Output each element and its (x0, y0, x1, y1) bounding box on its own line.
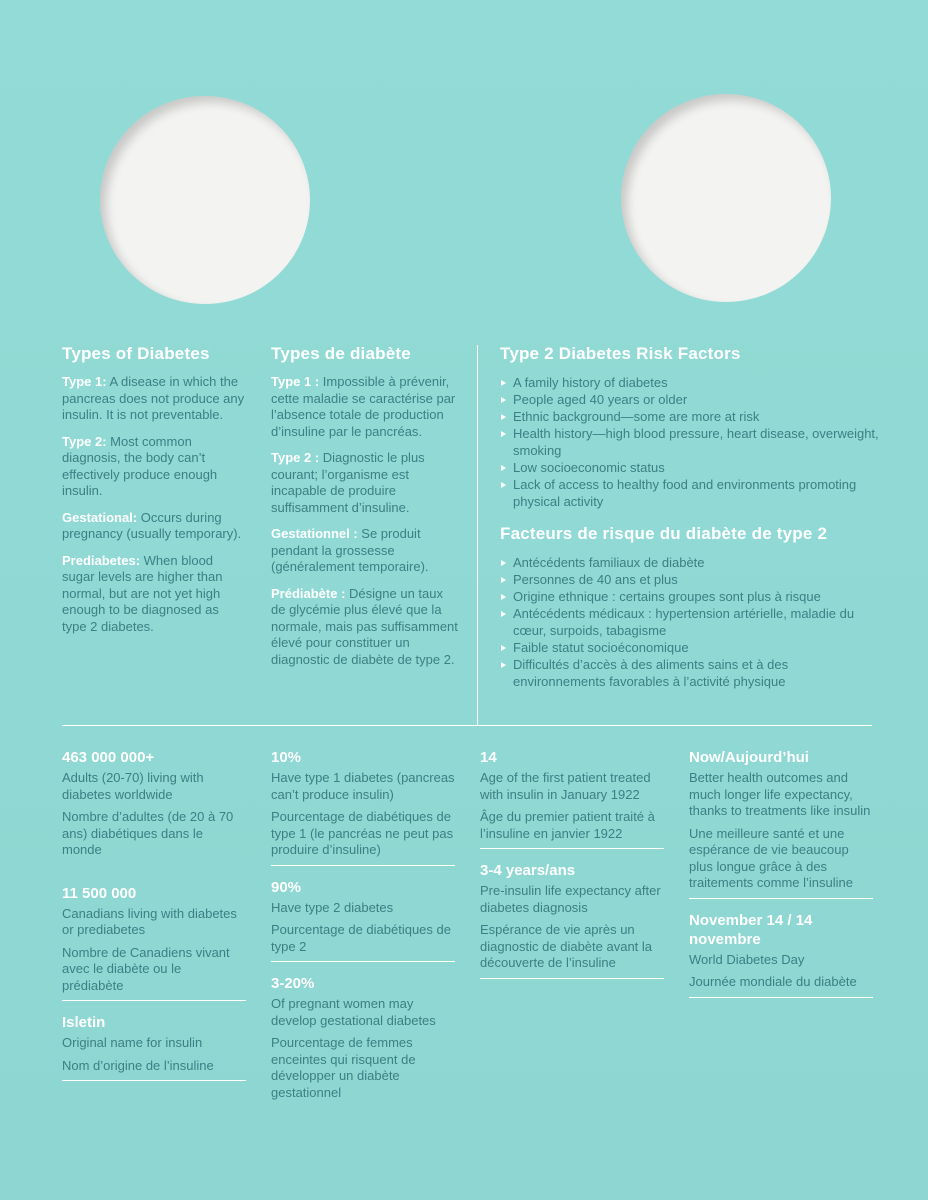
stat-value: 14 (480, 749, 497, 766)
stat-block (271, 878, 455, 956)
stat-divider (271, 961, 455, 962)
section-divider (62, 725, 872, 726)
risk-fr-item: Antécédents familiaux de diabète (500, 554, 880, 571)
types-fr-item: Type 2 : Diagnostic le plus courant; l’organisme est incapable de produire suffisamment d’insuline. (271, 450, 425, 515)
types-en-item: Gestational: Occurs during pregnancy (usually temporary). (62, 509, 242, 541)
stat-text-en: Better health outcomes and much longer life expectancy, thanks to treatments like insulin (689, 770, 871, 818)
types-fr-title: Types de diabète (271, 344, 411, 363)
stat-block (62, 884, 246, 995)
stat-block (62, 748, 246, 859)
stat-text-fr: Journée mondiale du diabète (689, 974, 857, 989)
stat-divider (62, 1000, 246, 1001)
stat-text-fr: Une meilleure santé et une espérance de vie beaucoup plus longue grâce à des traitements comme l’insuline (689, 825, 854, 890)
stats-column-2 (271, 748, 455, 1107)
risk-fr-item: Personnes de 40 ans et plus (500, 571, 880, 588)
types-en-section (62, 344, 247, 645)
stat-value: Isletin (62, 1014, 106, 1031)
types-en-title: Types of Diabetes (62, 344, 210, 363)
stat-block (480, 861, 664, 972)
stat-value: 3-4 years/ans (480, 862, 576, 879)
risk-en-item: Health history—high blood pressure, heart disease, overweight, smoking (500, 425, 880, 459)
stat-text-en: Pre-insulin life expectancy after diabetes diagnosis (480, 883, 661, 915)
stat-text-en: Original name for insulin (62, 1035, 203, 1050)
stat-text-fr: Âge du premier patient traité à l’insuline en janvier 1922 (480, 809, 655, 841)
stat-value: 90% (271, 878, 302, 896)
stat-text-fr: Pourcentage de femmes enceintes qui risquent de développer un diabète gestationnel (271, 1035, 416, 1100)
stat-value: 463 000 000+ (62, 749, 155, 766)
coin-holder-right (621, 94, 831, 302)
stat-block (271, 748, 455, 859)
risk-en-item: Ethnic background—some are more at risk (500, 408, 880, 425)
risk-section (500, 344, 880, 704)
stat-value: November 14 / 14 novembre (689, 911, 813, 948)
column-divider (477, 345, 478, 725)
stat-text-fr: Nombre d’adultes (de 20 à 70 ans) diabétiques dans le monde (62, 809, 234, 857)
risk-en-item: A family history of diabetes (500, 374, 880, 391)
types-en-list (62, 374, 247, 635)
stat-divider (480, 848, 664, 849)
stat-block (689, 911, 873, 991)
stat-text-en: Of pregnant women may develop gestational diabetes (271, 996, 436, 1028)
stat-text-en: Have type 2 diabetes (271, 899, 394, 915)
stat-divider (271, 865, 455, 866)
types-fr-item: Gestationnel : Se produit pendant la grossesse (généralement temporaire). (271, 526, 429, 574)
stats-column-1 (62, 748, 246, 1093)
risk-en-title: Type 2 Diabetes Risk Factors (500, 344, 741, 363)
coin-holder-left (100, 96, 310, 304)
stat-text-en: World Diabetes Day (689, 951, 805, 967)
risk-fr-list (500, 554, 880, 690)
risk-fr-item: Origine ethnique : certains groupes sont plus à risque (500, 588, 880, 605)
risk-en-item: Low socioeconomic status (500, 459, 880, 476)
stat-text-fr: Pourcentage de diabétiques de type 1 (le pancréas ne peut pas produire d’insuline) (271, 809, 454, 857)
stat-text-en: Adults (20-70) living with diabetes worldwide (62, 770, 204, 802)
stat-text-en: Canadians living with diabetes or prediabetes (62, 905, 237, 937)
risk-en-item: Lack of access to healthy food and environments promoting physical activity (500, 476, 880, 510)
types-fr-item: Prédiabète : Désigne un taux de glycémie plus élevé que la normale, mais pas suffisamment élevé pour constituer un diagnostic de diabète de type 2. (271, 585, 458, 667)
stat-block (689, 748, 873, 892)
stat-text-fr: Nom d’origine de l’insuline (62, 1057, 214, 1073)
risk-en-item: People aged 40 years or older (500, 391, 880, 408)
stat-value: Now/Aujourd’hui (689, 749, 809, 766)
stat-text-en: Have type 1 diabetes (pancreas can’t produce insulin) (271, 770, 455, 802)
risk-fr-item: Antécédents médicaux : hypertension artérielle, maladie du cœur, surpoids, tabagisme (500, 605, 880, 639)
types-fr-item: Type 1 : Impossible à prévenir, cette maladie se caractérise par l’absence totale de production d’insuline par le pancréas. (271, 374, 456, 439)
risk-fr-item: Difficultés d’accès à des aliments sains et à des environnements favorables à l’activité physique (500, 656, 880, 690)
stat-divider (480, 978, 664, 979)
stats-column-3 (480, 748, 664, 991)
stat-text-fr: Espérance de vie après un diagnostic de diabète avant la découverte de l’insuline (480, 922, 653, 970)
stat-divider (62, 1080, 246, 1081)
stat-block (480, 748, 664, 842)
stat-divider (689, 997, 873, 998)
stat-text-en: Age of the first patient treated with insulin in January 1922 (480, 770, 651, 802)
stat-value: 11 500 000 (62, 884, 137, 902)
stat-text-fr: Pourcentage de diabétiques de type 2 (271, 922, 451, 954)
risk-en-list (500, 374, 880, 510)
stat-value: 3-20% (271, 975, 315, 992)
risk-fr-item: Faible statut socioéconomique (500, 639, 880, 656)
types-fr-section (271, 344, 461, 678)
types-en-item: Type 1: A disease in which the pancreas does not produce any insulin. It is not preventable. (62, 374, 245, 422)
risk-fr-title: Facteurs de risque du diabète de type 2 (500, 524, 828, 543)
stat-divider (62, 869, 246, 870)
types-en-item: Prediabetes: When blood sugar levels are higher than normal, but are not yet high enough to be diagnosed as type 2 diabetes. (62, 552, 223, 634)
types-en-item: Type 2: Most common diagnosis, the body can’t effectively produce enough insulin. (62, 433, 218, 498)
stat-block (62, 1013, 246, 1074)
stat-divider (689, 898, 873, 899)
stat-block (271, 974, 455, 1101)
stats-column-4 (689, 748, 873, 1010)
stat-value: 10% (271, 749, 302, 766)
stat-text-fr: Nombre de Canadiens vivant avec le diabète ou le prédiabète (62, 944, 230, 993)
